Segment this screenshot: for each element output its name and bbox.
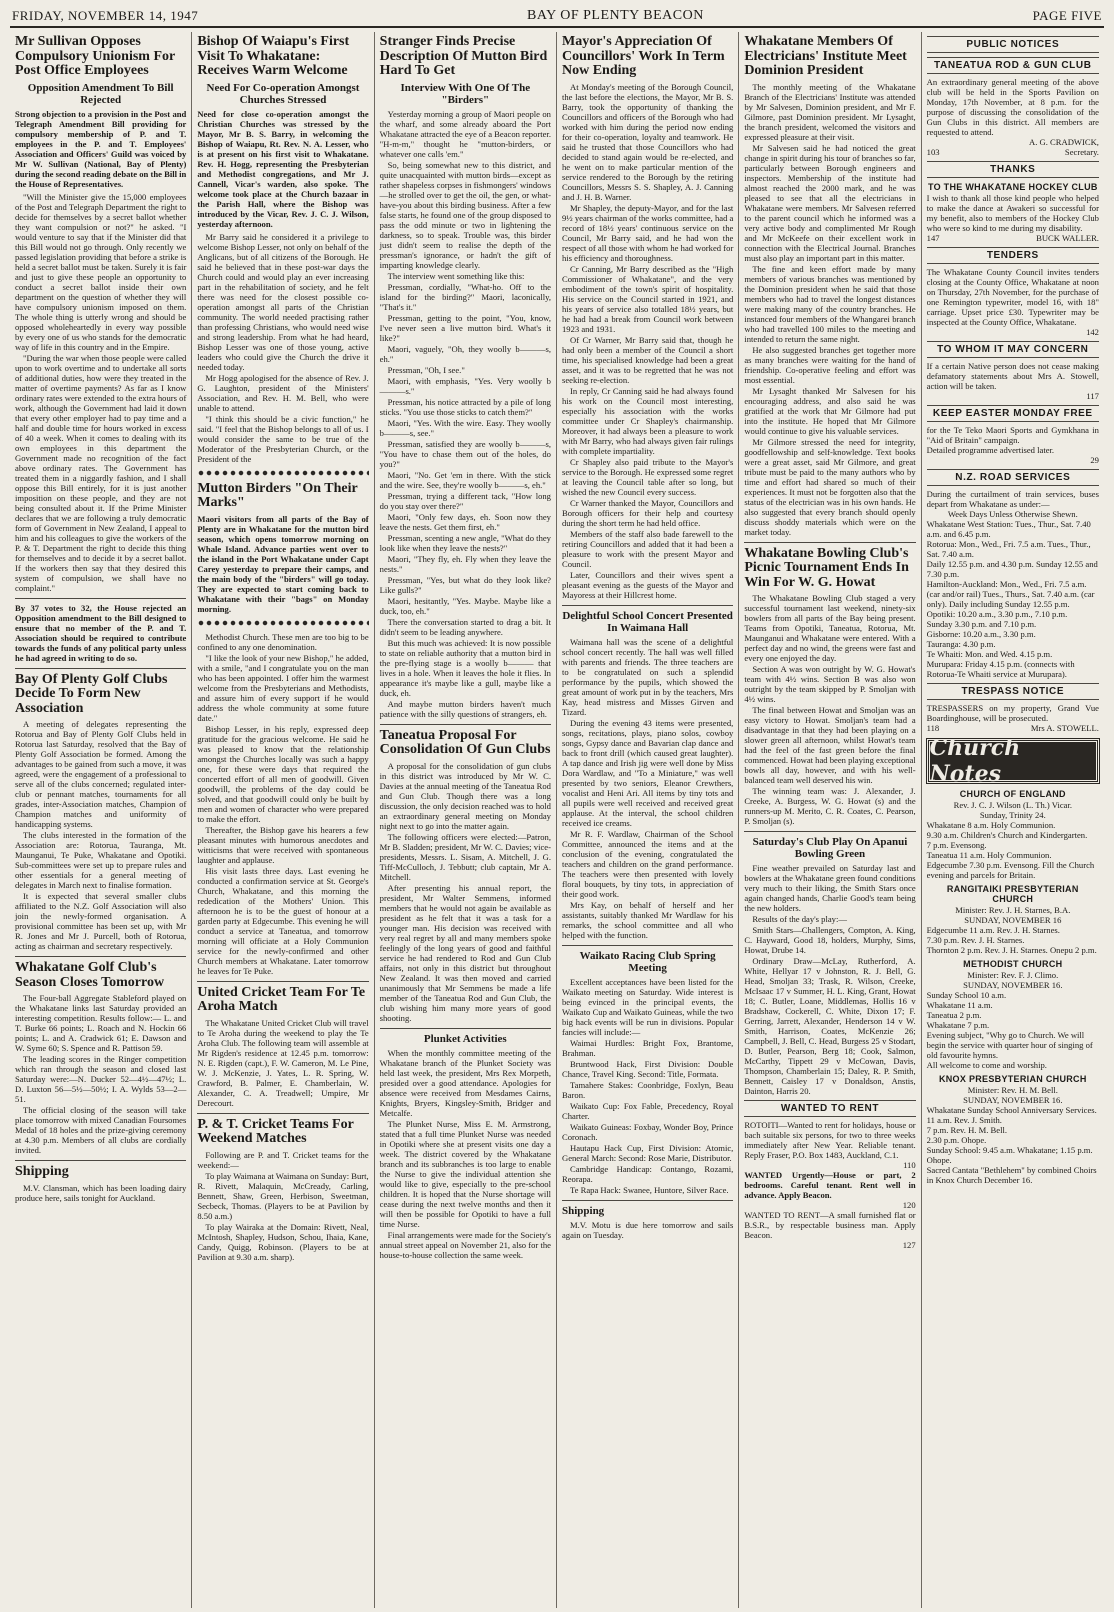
article-paragraph: The fine and keen effort made by many members of various branches was mentioned by the Dominion president when he said that those members who had to travel the longest distances were making many of the country branches. He instanced four members of the Whangarei branch who had travelled 100 miles to the meeting and intended to return the same night. (744, 263, 916, 344)
church-service: Whakatane Sunday School Anniversary Services. (926, 1105, 1097, 1115)
article-paragraph: Hautapu Hack Cup, First Division: Atomic, General March: Second: Rose Marie, Distributor. (561, 1142, 734, 1163)
article-paragraph: The following officers were elected:—Patron, Mr B. Sladden; president, Mr W. C. Davies; vice-presidents, Messrs. L. Sisam, A. Mitchell, J. G. Tiff-McCulloch, J. Tebbutt; club captain, Mr A. Mitchell. (379, 831, 551, 882)
timetable-line: Tauranga: 4.30 p.m. (926, 639, 996, 649)
article-paragraph: It is expected that several smaller clubs affiliated to the N.Z. Golf Association will also join the newly-formed organisation. A provisional committee has been set up, with Mr R. Jones and Mr J. Purcell, both of Rotorua, acting as chairman and secretary respectively. (15, 891, 187, 951)
article-paragraph: Mr Barry said he considered it a privilege to welcome Bishop Lesser, not only on behalf of the Anglicans, but of all citizens of the Borough. He said he believed that in these post-war days the Church could and would play an ever increasing part in the rehabilitation of society, and he felt there was need for the closest possible co-operation amongst all parts of the Christian community. The world needed practising rather than professing Christians, who would need wise and strong leadership. From what he had heard, Bishop Lesser was one of those young, active leaders who could give the Church the drive it needed today. (197, 231, 369, 372)
notice-footer (927, 233, 1099, 243)
notice-heading: TENDERS (927, 247, 1099, 264)
article-paragraph: Bishop Lesser, in his reply, expressed deep gratitude for the gracious welcome. He said he was pleased to know that the relationship amongst the Churches locally was such a happy one, for these were days that required the concerted effort of all men of goodwill. Given goodwill, the problems of the day could be solved, and that goodwill could only be built by men and women of character who were prepared to make the effort. (197, 723, 369, 824)
article-paragraph: The final between Howat and Smoljan was an easy victory to Howat. Smoljan's team had a disadvantage in that they had been playing on a slower green all afternoon, whilst Howat's team had the feel of the fast green before the final commenced. Howat had been playing exceptional bowls all day, however, and with his well-balanced team well deserved his win. (744, 705, 916, 785)
ad-number: 120 (902, 1200, 916, 1210)
headline: Whakatane Bowling Club's Picnic Tournament Ends In Win For W. G. Howat (744, 545, 909, 590)
notice-body: If a certain Native person does not cease making defamatory statements about Mrs A. Stowell, action will be taken. (926, 361, 1099, 391)
article-paragraph: Cr Canning, Mr Barry described as the "High Commissioner of Whakatane", and the very embodiment of the town's spirit of hospitality. His service on the Council started in 1921, and his years of service also totalled 18½ years, but he had had a break from Council work between 1923 and 1931. (561, 263, 734, 334)
article-paragraph: At Monday's meeting of the Borough Council, the last before the elections, the Mayor, Mr B. S. Barry, took the opportunity of thanking the Councillors and officers of the Borough who had worked with him during the period now ending for their co-operation, loyalty and teamwork. He said he trusted that those Councillors who had decided to stand again would be re-elected, and he went on to make particular mention of the service rendered to the Borough by the retiring Councillors, Messrs S. S. Shapley, A. J. Canning and J. H. B. Warner. (561, 81, 734, 202)
church-minister: Minister: Rev. H. M. Bell. (967, 1085, 1058, 1095)
subheadline: Need For Co-operation Amongst Churches Stressed (206, 81, 360, 106)
divider (562, 605, 733, 606)
notice-footer (927, 723, 1099, 733)
timetable-line: Whakatane West Station: Tues., Thur., Sat. 7.40 a.m. and 6.45 p.m. (926, 519, 1091, 539)
timetable-line: Te Whaiti: Mon. and Wed. 4.15 p.m. (926, 649, 1053, 659)
church-service: 7 p.m. Evensong. (926, 840, 987, 850)
notice-body: The Whakatane County Council invites tenders closing at the County Office, Whakatane at noon on Thursday, 27th November, for the purchase of one Remington typewriter, model 16, with 18" carriage. Upset price £30. Typewriter may be inspected at the County Office, Whakatane. (926, 267, 1099, 327)
ad-number: 103 (926, 147, 940, 157)
church-service: Sacred Cantata "Bethlehem" by combined Choirs in Knox Church December 16. (926, 1165, 1097, 1185)
article-paragraph: During the evening 43 items were presented, songs, recitations, plays, piano solos, cowboy songs, Gypsy dance and Bavarian clap dance and back to front drill (which caused great laughter). A tap dance and Irish jig were well done by Miss Dora Wardlaw, and "To a Miniature," was well presented by two seniors, Eleanor Crewthers, vocalist and Heni Ari. All items by tiny tots and all pupils were well received and received great applause. At the interval, the school children received ice creams. (561, 717, 734, 828)
notice-body: An extraordinary general meeting of the above club will be held in the Sports Pavilion on Monday, 17th November, at 8 p.m. for the purpose of discussing the consolidation of the Gun Clubs in this district. All members are requested to attend. (926, 77, 1099, 137)
subheadline: Opposition Amendment To Bill Rejected (27, 81, 174, 106)
church-service: Sunday School 10 a.m. (926, 990, 1007, 1000)
column-3 (375, 32, 557, 1608)
timetable-line: Gisborne: 10.20 a.m., 3.30 p.m. (926, 629, 1036, 639)
ad-number: 29 (1090, 455, 1099, 465)
ad-number: 142 (1086, 327, 1099, 337)
article-paragraph: There the conversation started to drag a bit. It didn't seem to be leading anywhere. (379, 616, 551, 637)
article-paragraph: Mr Shapley, the deputy-Mayor, and for the last 9½ years chairman of the works committee, had a record of 18½ years' continuous service on the Council, Mr Barry said, and he had won the respect of all those with whom he had worked for his efficiency and thoroughness. (561, 202, 734, 263)
article-paragraph: Mr Salvesen said he had noticed the great change in spirit during his tour of branches so far, particularly between Borough engineers and inspectors. Membership of the institute had almost reached the 2000 mark, and he was pleased to see that all the electricians in Whakatane were members. Mr Salvesen referred to the parent council which he informed was a very active body and complimented Mr Rough and Mr McKeefe on their excellent work in connection with the Electrical Journal. Branches must also play an important part in this matter. (744, 142, 916, 263)
timetable-subheading: Week Days Unless Otherwise Shewn. (947, 509, 1078, 519)
church-service: 7 p.m. Rev. H. M. Bell. (926, 1125, 1008, 1135)
article-paragraph: A meeting of delegates representing the Rotorua and Bay of Plenty Golf Clubs held in Rotorua last Saturday, resolved that the Bay of Plenty Golf Association be formed. Among the advantages to be gained from such a move, it was agreed, were the engagement of a professional to serve all of the clubs concerned; regulated inter-club or pennant matches, tournaments for all grades, inter-Association matches, Champion of Champion matches and uniformity of handicapping systems. (15, 719, 187, 829)
article-paragraph: Waikato Guineas: Foxbay, Wonder Boy, Prince Coronach. (561, 1121, 734, 1142)
headline: Bishop Of Waiapu's First Visit To Whakatane: Receives Warm Welcome (197, 34, 350, 78)
notice-body: TRESPASSERS on my property, Grand Vue Boardinghouse, will be prosecuted. (926, 703, 1099, 723)
article-paragraph: Pressman, scenting a new angle, "What do they look like when they leave the nests?" (379, 532, 551, 553)
article-paragraph: Mrs Kay, on behalf of herself and her assistants, suitably thanked Mr Wardlaw for his remarks, the school committee and all who helped with the function. (561, 899, 734, 940)
ad-number: 117 (1086, 391, 1099, 401)
timetable-line: Murupara: Friday 4.15 p.m. (connects with Rotorua-Te Whaiti service at Murupara). (926, 659, 1075, 679)
ad-number: 118 (926, 723, 940, 733)
divider (15, 956, 186, 957)
church-heading: KNOX PRESBYTERIAN CHURCH (938, 1074, 1087, 1084)
article-paragraph: Cambridge Handicap: Contango, Rozami, Reorapa. (561, 1163, 734, 1184)
article-paragraph: Mr R. F. Wardlaw, Chairman of the School Committee, announced the items and at the conclusion of the evening, congratulated the teachers and children on the grand performance. The teachers were then presented with lovely floral bouquets, by tiny tots, in appreciation of their good work. (561, 828, 734, 899)
article-paragraph: Pressman, "Yes, but what do they look like? Like gulls?" (379, 574, 551, 595)
ad-number: 110 (903, 1160, 916, 1170)
article-lead: Maori visitors from all parts of the Bay of Plenty are in Whakatane for the mutton bird season, which opens tomorrow morning on Whale Island. Advance parties went over to the island in the Port Whakatane under Capt Carey yesterday to prepare their camps, and the main body of the "birders" will go today. They are expected to start coming back to Whakatane with their "bags" on Monday morning. (197, 513, 369, 614)
article-paragraph: A proposal for the consolidation of gun clubs in this district was introduced by Mr W. C. Davies at the annual meeting of the Taneatua Rod and Gun Club. Though there was a long discussion, the only decision reached was to hold an extraordinary general meeting on Monday night next to go into the matter again. (379, 760, 551, 831)
ornamental-divider (197, 619, 368, 627)
ornamental-divider (197, 469, 368, 477)
headline: Taneatua Proposal For Consolidation Of Gun Clubs (379, 727, 551, 757)
article-paragraph: Tamahere Stakes: Coonbridge, Foxlyn, Beau Baron. (561, 1079, 734, 1100)
article-paragraph: Final arrangements were made for the Society's annual street appeal on November 21, also for the house-to-house collection the same week. (379, 1229, 551, 1260)
notice-body: for the Te Teko Maori Sports and Gymkhana in "Aid of Britain" campaign. (926, 425, 1099, 445)
article-paragraph: He also suggested branches get together more as many branches were waiting for the hand of friendship. Co-operative feeling and effort was most essential. (744, 344, 916, 385)
article-paragraph: Waimai Hurdles: Bright Fox, Brantome, Brahman. (561, 1037, 734, 1058)
divider (380, 1028, 551, 1029)
notice-heading: N.Z. ROAD SERVICES (927, 469, 1099, 486)
article-paragraph: The monthly meeting of the Whakatane Branch of the Electricians' Institute was attended by Mr Salvesen, Dominion president, and Mr F. Gilmore, past Dominion president. Mr Lysaght, the branch president, welcomed the visitors and expressed pleasure at their visit. (744, 81, 916, 142)
headline: Bay Of Plenty Golf Clubs Decide To Form New Association (15, 671, 168, 716)
newspaper-name: BAY OF PLENTY BEACON (526, 8, 704, 23)
headline: Mutton Birders "On Their Marks" (197, 480, 358, 510)
church-notes-banner: Church Notes (927, 739, 1099, 783)
article-paragraph: The Four-ball Aggregate Stableford played on the Whakatane links last Saturday provided an interesting competition. Results follow:— L. and T. Burke 66 points; L. Roach and N. Hockin 66 points; L. and A. Cradwick 61; E. Dawson and W. Syme 60; S. Spence and R. Pattison 59. (15, 993, 187, 1053)
article-paragraph: The leading scores in the Ringer competition which ran through the season and closed last Saturday were:—N. Ducker 52—4½—47½; L. D. Luxton 56—5½—50½; I. A. Wylds 53—2—51. (15, 1054, 187, 1104)
notice-heading: TO WHOM IT MAY CONCERN (927, 341, 1099, 358)
article-paragraph: The clubs interested in the formation of the Association are: Rotorua, Tauranga, Mt. Maunganui, Te Puke, Whakatane and Opotiki. Sub-committees were set up to prepare rules and other essentials for a general meeting of delegates in March next to finalise formation. (15, 830, 187, 890)
article-paragraph: Ordinary Draw—McLay, Rutherford, A. White, Hellyar 17 v Johnston, R. J. Bell, G. Head, Smoljan 33; Trask, R. Wilson, Creeke, McIsaac 17 v Summer, H. L. King, Grant, Howat 18; C. Butler, Loane, Middlemas, Hollis 16 v Bradshaw, Cockerell, C. White, Dixon 17; F. Gerring, Jarrett, Alexander, Henderson 14 v W. Smith, Harrison, Coates, McKenzie 26; Campbell, J. Bell, C. Head, Burgess 25 v Stodart, D. Butler, Pearson, Berg 18; Cook, Salmon, McCarthy, Tippett 29 v McCowan, Davis, Thompson, Chamberlain 15; Daley, R. P. Smith, Bennett, Caisley 17 v Donaldson, Anstis, Dainton, Harris 20. (744, 956, 916, 1096)
column-1 (10, 32, 192, 1608)
notice-heading: TANEATUA ROD & GUN CLUB (927, 57, 1099, 74)
column-6 (922, 32, 1104, 1608)
article-paragraph: Maori, hesitantly, "Yes. Maybe. Maybe like a duck, too, eh." (379, 595, 551, 616)
article-paragraph: Maori, with emphasis, "Yes. Very woolly b———s." (379, 375, 551, 396)
notice-body: During the curtailment of train services, buses depart from Whakatane as under:— (926, 489, 1099, 509)
headline: Delightful School Concert Presented In Waimana Hall (562, 609, 733, 634)
timetable-line: Daily 12.55 p.m. and 4.30 p.m. Sunday 12.55 and 7.30 p.m. (926, 559, 1098, 579)
column-4 (557, 32, 739, 1608)
headline: Whakatane Members Of Electricians' Institute Meet Dominion President (744, 34, 907, 78)
church-minister: Minister: Rev. J. H. Starnes, B.A. (955, 905, 1071, 915)
article-paragraph: His visit lasts three days. Last evening he conducted a confirmation service at St. George's Church, Whakatane, and this morning the rededication of the Mothers' Union. This afternoon he is to be the guest of honour at a garden party at Edgecumbe. This evening he will conduct a service at Taneatua, and tomorrow morning will officiate at a Holy Communion service for the newly-confirmed and other Church members at Whakatane. Later tomorrow he leaves for Te Puke. (197, 865, 369, 976)
divider (15, 598, 186, 599)
article-paragraph: Cr Shapley also paid tribute to the Mayor's service to the Borough. He expressed some regret at leaving the Council table after so long, but wished the new Council every success. (561, 456, 734, 497)
divider (744, 831, 915, 832)
church-service: 7.30 p.m. Rev. J. H. Starnes. (926, 935, 1025, 945)
issue-date: FRIDAY, NOVEMBER 14, 1947 (12, 8, 199, 23)
church-service: Whakatane 7 p.m. (926, 1020, 990, 1030)
article-paragraph: Waikato Cup: Fox Fable, Precedency, Royal Charter. (561, 1100, 734, 1121)
article-paragraph: Mr Gilmore stressed the need for integrity, goodfellowship and self-knowledge. Text books were a great asset, said Mr Gilmore, and great tribute must be paid to the many authors who by time and effort had shared so much of their experiences. It must not be forgotten also that the status of the electrician was in his own hands. He also suggested that every branch should openly discuss shoddy materials which were on the market today. (744, 436, 916, 537)
article-paragraph: Excellent acceptances have been listed for the Waikato meeting on Saturday. Wide interest is being evinced in the principal events, the Waikato Cup and Waikato Guineas, while the two big hack events will be run in divisions. Popular fancies will include:— (561, 976, 734, 1037)
page-header (10, 8, 1104, 28)
headline: Plunket Activities (423, 1032, 507, 1045)
article-paragraph: "Will the Minister give the 15,000 employees of the Post and Telegraph Department the right to decide for themselves by a secret ballot whether they want compulsion or not?" he asked. "I would venture to say that if the Minister did that this Bill would not go through. Only recently we passed legislation providing that before a strike is held a secret ballot must be taken. Surely it is fair and just to give these people an opportunity to conduct a secret ballot inside their own department on the question of whether they will have compulsory unionism imposed on them. The whole thing is utterly wrong and should be opposed wholeheartedly in every way possible by every one of us who stands for the democratic way of life in this country and in the Empire. (15, 191, 187, 352)
article-paragraph: Section A was won outright by W. G. Howat's team with 4½ wins. Section B was also won outright by the team skipped by P. Smoljan with 4½ wins. (744, 664, 916, 704)
headline: Mayor's Appreciation Of Councillors' Work In Term Now Ending (561, 34, 725, 78)
church-service: 9.30 a.m. Children's Church and Kindergarten. (926, 830, 1088, 840)
headline: Saturday's Club Play On Apanui Bowling Green (752, 836, 908, 860)
church-service: Thornton 2 p.m. Rev. J. H. Starnes. Onepu 2 p.m. (926, 945, 1097, 955)
article-paragraph: After presenting his annual report, the president, Mr Walter Semmens, informed members that he would not again be available as president as he felt that it was a task for a younger man. His decision was received with very real regret by all and many members spoke feelingly of the long years of good and faithful service he had rendered to Rod and Gun Club affairs, not only in this district but throughout New Zealand. It was then moved and carried unanimously that Mr Semmens be made a life member of the Taneatua Rod and Gun Club, the club wishing him many more years of good shooting. (379, 882, 551, 1023)
article-paragraph: "I like the look of your new Bishop," he added, with a smile, "and I congratulate you on the man who has been appointed. I offer him the warmest welcome from the Presbyterians and Methodists, and assure him of every support if he would address the whole community at some future date." (197, 652, 369, 723)
article-paragraph: But this much was achieved: It is now possible to state on reliable authority that a mutton bird in the pre-flying stage is a woolly b——— that lives in a hole. When it leaves the hole it flies. In appearance it's maybe like a gull, maybe like a duck, eh. (379, 637, 551, 698)
article-paragraph: In reply, Cr Canning said he had always found his work on the Council most interesting, especially his association with the works committee under Cr Shapley's chairmanship. Moreover, it had always been a pleasure to work with Mr Barry, who had always given fair rulings with complete impartiality. (561, 385, 734, 456)
timetable-line: Opotiki: 10.20 a.m., 3.30 p.m., 7.10 p.m. (926, 609, 1068, 619)
church-service: Edgecumbe 7.30 p.m. Evensong. Fill the Church evening and parcels for Britain. (926, 860, 1095, 880)
article-paragraph: The Plunket Nurse, Miss E. M. Armstrong, stated that a full time Plunket Nurse was needed in Opotiki where she at present visits one day a week. The district covered by the Whakatane branch and its subbranches is too large to enable the Nurse to give the individual attention she would like to give, especially to the pre-school children. It is hoped that the Nurse shortage will cease during the next twelve months and then it will then be possible for Opotiki to have a full time Nurse. (379, 1118, 551, 1229)
divider (197, 981, 368, 982)
church-service: Whakatane 8 a.m. Holy Communion. (926, 820, 1056, 830)
church-minister: Rev. J. C. J. Wilson (L. Th.) Vicar. (953, 800, 1073, 810)
church-service: Whakatane 11 a.m. (926, 1000, 993, 1010)
article-paragraph: And maybe mutton birders haven't much patience with the silly questions of strangers, eh. (379, 698, 551, 719)
article-paragraph: Pressman, "Oh, I see." (387, 364, 465, 375)
article-paragraph: To play Waimana at Waimana on Sunday: Burt, R. Rivett, Malaquin, McCready, Carling, Bennett, Shaw, Green, Herbison, Sweetman, Secbeck, Thomas. (Players to be at Pavilion by 8.50 a.m.) (197, 1170, 369, 1221)
article-paragraph: Maori, "Yes. With the wire. Easy. They woolly b———s, see." (379, 417, 551, 438)
article-paragraph: Smith Stars—Challengers, Compton, A. King, C. Hayward, Good 18, holders, Murphy, Sims, Howat, Drube 14. (744, 925, 916, 955)
article-paragraph: Maori, "No. Get 'em in there. With the stick and the wire. See, they're woolly b———s, eh." (379, 469, 551, 490)
church-service: Evening subject, "Why go to Church. We will begin the service with quarter hour of singing of old favourite hymns. (926, 1030, 1093, 1060)
church-day: SUNDAY, NOVEMBER 16. (963, 1095, 1063, 1105)
divider (562, 945, 733, 946)
divider (380, 724, 551, 725)
notice-role: Secretary. (1064, 147, 1099, 157)
church-day: SUNDAY, NOVEMBER 16. (963, 980, 1063, 990)
headline: Waikato Racing Club Spring Meeting (579, 949, 716, 974)
notice-body: Detailed programme advertised later. (926, 445, 1055, 455)
church-day: SUNDAY, NOVEMBER 16 (964, 915, 1062, 925)
article-paragraph: Of Cr Warner, Mr Barry said that, though he had only been a member of the Council a short time, his specialised knowledge had been a great asset, and it was to be regretted that he was not seeking re-election. (561, 334, 734, 385)
section-heading: PUBLIC NOTICES (927, 36, 1099, 53)
article-paragraph: Pressman, satisfied they are woolly b———s, "You have to chase them out of the holes, do you?" (379, 438, 551, 469)
headline: Shipping (15, 1164, 69, 1179)
article-paragraph: Mr Hogg apologised for the absence of Rev. J. G. Laughton, president of the Ministers' Association, and Rev. H. M. Bell, who were unable to attend. (197, 372, 369, 413)
article-lead: By 37 votes to 32, the House rejected an Opposition amendment to the Bill designed to ensure that no member of the P. and T. Association should be required to contribute towards the funds of any political party unless he had agreed in writing to do so. (15, 602, 187, 663)
church-service: All welcome to come and worship. (926, 1060, 1047, 1070)
article-paragraph: The Whakatane United Cricket Club will travel to Te Aroha during the weekend to play the Te Aroha Club. The following team will assemble at Mr Rigden's residence at 12.45 p.m. tomorrow: N. E. Rigden (capt.), F. W. Cameron, M. Le Pine, W. J. McKenzie, J. Yates, L. R. Spring, W. Crawford, B. Palmer, E. Chamberlain, W. Alexander, C. A. Treadwell; Umpire, Mr Derecourt. (197, 1017, 369, 1108)
divider (744, 542, 915, 543)
notice-heading: KEEP EASTER MONDAY FREE (927, 405, 1099, 422)
church-service: Edgecumbe 11 a.m. Rev. J. H. Starnes. (926, 925, 1060, 935)
notice-signature: Mrs A. STOWELL. (1030, 723, 1099, 733)
column-5 (739, 32, 921, 1608)
church-service: Sunday School: 9.45 a.m. Whakatane; 1.15 p.m. Ohope. (926, 1145, 1093, 1165)
church-service: 11 a.m. Rev. J. Smith. (926, 1115, 1002, 1125)
article-paragraph: M.V. Clansman, which has been loading dairy produce here, sails tonight for Auckland. (15, 1182, 187, 1203)
article-paragraph: Results of the day's play:— (752, 914, 847, 924)
headline: Mr Sullivan Opposes Compulsory Unionism For Post Office Employees (15, 34, 175, 78)
article-paragraph: Yesterday morning a group of Maori people on the wharf, and some already aboard the Port Whakatane attracted the eye of a Beacon reporter. "H-m-m," thought he "mutton-birders, or whatever one calls 'em." (379, 108, 551, 159)
article-paragraph: The official closing of the season will take place tomorrow with mixed Canadian Foursomes Medal of 18 holes and the prize-giving ceremony at 4.30 p.m. Members of all clubs are cordially invited. (15, 1105, 187, 1155)
classified-heading: WANTED TO RENT (744, 1100, 915, 1117)
article-paragraph: Bruntwood Hack, First Division: Double Chance, Travel King. Second: Title, Formata. (561, 1058, 734, 1079)
notice-signature: A. G. CRADWICK, (1029, 137, 1099, 147)
columns (10, 32, 1104, 1608)
column-2 (192, 32, 374, 1608)
notice-body: I wish to thank all those kind people who helped to make the dance at Awakeri so successful for my benefit, also to members of the Hockey Club who were so kind to me during my disability. (926, 193, 1099, 233)
timetable-line: Hamilton-Auckland: Mon., Wed., Fri. 7.5 a.m. (car and/or rail) Tues., Thurs., Sat. 7.40 a.m. (car only). Daily including Sunday 12.55 p.m. (926, 579, 1095, 609)
article-paragraph: Pressman, trying a different tack, "How long do you stay over there?" (379, 490, 551, 511)
article-lead: Need for close co-operation amongst the Christian Churches was stressed by the Mayor, Mr B. S. Barry, in welcoming the Bishop of Waiapu, Rt. Rev. N. A. Lesser, who is at present on his first visit to Whakatane. Rev. H. Hogg, representing the Presbyterian and Methodist congregations, and Mr J. Cannell, Vicar's warden, also spoke. The welcome took place at the Church bazaar in the Parish Hall, where the Bishop was introduced by the Vicar, Rev. J. C. J. Wilson, yesterday afternoon. (197, 108, 369, 229)
article-paragraph: So, being somewhat new to this district, and quite unacquainted with mutton birds—except as rather shapeless corpses in fishmongers' windows—he strolled over to get the oil, the gen, or what-have-you about this birding business. After a few false starts, he found one of the group disposed to pass the odd minute or two in lightening the darkness, so to speak. Trouble was, this birder just didn't seem to realise the depth of the pressman's ignorance, or hadn't the gift of imparting knowledge clearly. (379, 159, 551, 270)
notice-heading: TRESPASS NOTICE (927, 683, 1099, 700)
page-number: PAGE FIVE (1032, 8, 1102, 23)
divider (15, 668, 186, 669)
article-paragraph: Maori, "Only few days, eh. Soon now they leave the nests. Get them first, eh." (379, 511, 551, 532)
article-paragraph: Cr Warner thanked the Mayor, Councillors and Borough officers for their help and courtesy during the short term he had held office. (561, 497, 734, 528)
article-paragraph: Maori, vaguely, "Oh, they woolly b———s, eh." (379, 343, 551, 364)
classified-ad: ROTOITI—Wanted to rent for holidays, house or bach suitable six persons, for two to three weeks immediately after New Year. Reliable tenant. Reply Fraser, P.O. Box 1483, Auckland, C.1. (744, 1120, 916, 1160)
article-paragraph: Pressman, his notice attracted by a pile of long sticks. "You use those sticks to catch them?" (379, 396, 551, 417)
headline: Stranger Finds Precise Description Of Mutton Bird Hard To Get (379, 34, 548, 78)
article-paragraph: Pressman, getting to the point, "You, know, I've never seen a live mutton bird. What's it like?" (379, 312, 551, 343)
headline: Shipping (561, 1204, 605, 1217)
article-paragraph: Later, Councillors and their wives spent a pleasant evening as the guests of the Mayor and Mayoress at their Hillcrest home. (561, 569, 734, 600)
article-paragraph: When the monthly committee meeting of the Whakatane branch of the Plunket Society was held last week, the president, Mrs Rex Morpeth, presided over a good attendance. Apologies for absence were received from Mesdames Cairns, Knights, Bryers, Kingsley-Smith, Bridger and Metcalfe. (379, 1047, 551, 1118)
divider (197, 1113, 368, 1114)
headline: United Cricket Team For Te Aroha Match (197, 984, 366, 1014)
church-service: Taneatua 11 a.m. Holy Communion. (926, 850, 1052, 860)
article-paragraph: Thereafter, the Bishop gave his hearers a few pleasant minutes with humorous anecdotes and witticisms that were received with spontaneous laughter and applause. (197, 824, 369, 865)
church-heading: CHURCH OF ENGLAND (959, 789, 1066, 799)
divider (15, 1160, 186, 1161)
ad-number: 147 (926, 233, 940, 243)
article-paragraph: The Whakatane Bowling Club staged a very successful tournament last weekend, ninety-six bowlers from all parts of the Bay being present. Teams from Opotiki, Taneatua, Rotorua, Mt. Maunganui and Whakatane were entered. With a perfect day and no wind, the greens were fast and every one enjoyed the day. (744, 593, 916, 663)
church-day: Sunday, Trinity 24. (979, 810, 1046, 820)
article-paragraph: Following are P. and T. Cricket teams for the weekend:— (197, 1149, 369, 1170)
headline: Whakatane Golf Club's Season Closes Tomorrow (15, 960, 165, 990)
notice-heading: THANKS (927, 161, 1099, 178)
classified-ad: WANTED TO RENT—A small furnished flat or B.S.R., by respectable business man. Apply Beacon. (744, 1210, 916, 1240)
article-paragraph: The interview went something like this: (387, 270, 525, 281)
article-paragraph: "I think this should be a civic function," he said. "I feel that the Bishop belongs to all of us. I would consider the same to be true of the Moderator of the Presbyterian Church, or the President of the (197, 413, 369, 464)
article-paragraph: Fine weather prevailed on Saturday last and bowlers at the Whakatane green found conditions very much to their liking, the Smith Stars once again changed hands, Charlie Good's team being the new holders. (744, 863, 916, 913)
article-lead: Strong objection to a provision in the Post and Telegraph Amendment Bill providing for compulsory membership of P. and T. employees in the P. and T. Employees' Association and Officers' Guild was voiced by Mr W. Sullivan (National, Bay of Plenty) during the second reading debate on the Bill in the House of Representatives. (15, 108, 187, 189)
timetable-line: Rotorua: Mon., Wed., Fri. 7.5 a.m. Tues., Thur., Sat. 7.40 a.m. (926, 539, 1091, 559)
headline: P. & T. Cricket Teams For Weekend Matches (197, 1116, 354, 1146)
church-heading: RANGITAIKI PRESBYTERIAN CHURCH (946, 884, 1079, 904)
church-minister: Minister: Rev. F. J. Climo. (967, 970, 1059, 980)
article-paragraph: Waimana hall was the scene of a delightful school concert recently. The hall was well filled with parents and friends. The three teachers are to be congratulated on such a splendid performance by the pupils, which showed the great amount of work put in by the teachers, Mrs Kay, head mistress and Misses Girven and Tizard. (561, 636, 734, 717)
article-paragraph: Te Rapa Hack: Swanee, Huntore, Silver Race. (569, 1184, 729, 1195)
article-paragraph: M.V. Motu is due here tomorrow and sails again on Tuesday. (561, 1219, 734, 1240)
article-paragraph: Mr Lysaght thanked Mr Salvesen for his encouraging address, and also said he was gratified at the work that Mr Gilmore had put into the institute. He hoped that Mr Gilmore would continue to give his valuable services. (744, 385, 916, 436)
article-paragraph: The winning team was: J. Alexander, J. Creeke, A. Burgess, W. G. Howat (s) and the runners-up M. Merito, C. R. Coates, C. Pearson, P. Smoljan (s). (744, 786, 916, 826)
article-paragraph: Pressman, cordially, "What-ho. Off to the island for the birding?" Maori, laconically, "That's it." (379, 281, 551, 312)
notice-subheading: TO THE WHAKATANE HOCKEY CLUB (927, 182, 1098, 192)
article-paragraph: To play Wairaka at the Domain: Rivett, Neal, McIntosh, Shapley, Hudson, Schou, Ihaia, Kane, Candy, Quigg, Robinson. (Players to be at Pavilion at 9.30 a.m. sharp). (197, 1221, 369, 1262)
article-paragraph: Maori, "They fly, eh. Fly when they leave the nests." (379, 553, 551, 574)
church-heading: METHODIST CHURCH (963, 959, 1063, 969)
church-service: 2.30 p.m. Ohope. (926, 1135, 987, 1145)
subheadline: Interview With One Of The "Birders" (400, 81, 531, 106)
ad-number: 127 (902, 1240, 916, 1250)
timetable-line: Sunday 3.30 p.m. and 7.10 p.m. (926, 619, 1037, 629)
church-service: Taneatua 2 p.m. (926, 1010, 982, 1020)
notice-signature: BUCK WALLER. (1036, 233, 1099, 243)
article-paragraph: "During the war when those people were called upon to work overtime and to undertake all sorts of additional duties, how were they treated in the matter of overtime payments? As far as I know ordinary rates were extended to the extra hours of work, although the Government had laid it down that every other employer had to pay time and a half and double time for hours worked in excess of 40 a week. When it comes to dealing with its own employees in this department the Government made no recognition of the fact above ordinary rates. The Government has treated them in a niggardly fashion, and I shall oppose this Bill entirely, for it is just another imposition on these people, and they are not being consulted about it. If the Prime Minister declares that we are following a truly democratic form of Government in New Zealand, I appeal to him and his colleagues to give the workers of the P. & T. Department the right to decide this thing for themselves and to decide it by a secret ballot. If the workers then say that they desired this system of compulsion, we shall have no complaint." (15, 352, 187, 593)
notice-footer (927, 147, 1099, 157)
article-paragraph: Methodist Church. These men are too big to be confined to any one denomination. (197, 631, 369, 652)
classified-ad: WANTED Urgently—House or part, 2 bedrooms. Careful tenant. Rent well in advance. Apply Beacon. (744, 1170, 916, 1200)
article-paragraph: Members of the staff also bade farewell to the retiring Councillors and added that it had been a pleasure to work with the present Mayor and Council. (561, 528, 734, 569)
divider (562, 1200, 733, 1201)
